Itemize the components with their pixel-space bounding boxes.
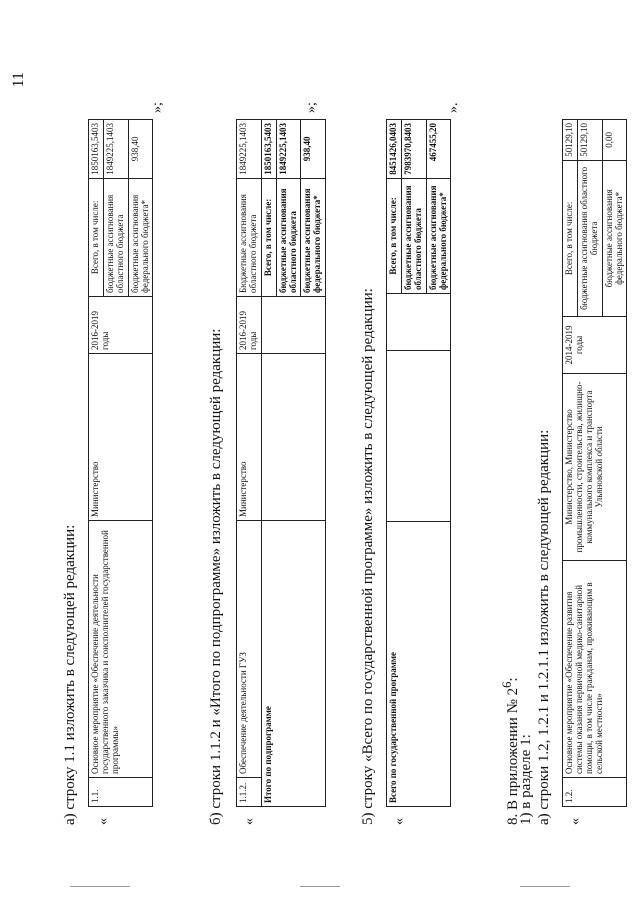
finance-value: 7983970,8403: [401, 120, 426, 179]
row-title: Основное мероприятие «Обеспечение развития системы оказания первичной медико-санитарной помощи, в том числе гражданам, проживающим в сельской местности»: [563, 561, 627, 778]
open-quote: «: [568, 818, 583, 825]
binding-margin-mark: [70, 886, 130, 887]
finance-label: бюджетные ассигнования федерального бюджета*: [426, 178, 451, 293]
close-quote: »;: [304, 102, 319, 113]
row-number: 1.2.: [563, 778, 627, 807]
finance-label: Всего, в том числе:: [261, 178, 276, 296]
close-quote: ».: [446, 102, 461, 113]
finance-label: бюджетные ассигнования федерального бюджета*: [128, 178, 153, 296]
table-row-1-2: [562, 119, 627, 807]
finance-label: бюджетные ассигнования федерального бюджета*: [602, 160, 627, 316]
open-quote: «: [96, 818, 111, 825]
finance-value: 8451426,0403: [387, 120, 402, 179]
finance-label: бюджетные ассигнования областного бюджета: [401, 178, 426, 293]
row-title: Основное мероприятие «Обеспечение деятельности государственного заказчика и соисполнителей государственной программы»: [89, 521, 153, 778]
finance-label: Всего, в том числе:: [387, 178, 402, 293]
row-number: 1.1.: [89, 778, 153, 807]
finance-label: бюджетные ассигнования областного бюджета: [276, 178, 301, 296]
finance-value: 1850163,5403: [261, 120, 276, 179]
finance-label: бюджетные ассигнования федерального бюджета*: [301, 178, 326, 296]
finance-value: 467455,20: [426, 120, 451, 179]
row-executor: Министерство, Министерство промышленности, строительства, жилищно-коммунального комплекса и транспорта Ульяновской области: [563, 374, 627, 561]
binding-margin-mark: [520, 886, 570, 887]
page-number: 11: [10, 72, 27, 88]
finance-value: 50129,10: [563, 120, 578, 161]
finance-label: Всего, в том числе:: [563, 160, 578, 316]
row-executor: Министерство: [89, 354, 153, 521]
finance-value: 1850163,5403: [89, 120, 104, 179]
row-years: 2016-2019 годы: [89, 297, 153, 354]
total-label: Всего по государственной программе: [387, 522, 451, 807]
table-row-1-1-2: [236, 119, 326, 807]
finance-value: 1849225,1403: [103, 120, 128, 179]
section-1-heading: а) строку 1.1 изложить в следующей редакции:: [62, 524, 78, 825]
finance-label: Всего, в том числе:: [89, 178, 104, 296]
binding-margin-mark: [300, 886, 340, 887]
finance-label: бюджетные ассигнования областного бюджета: [577, 160, 602, 316]
row-number: 1.1.2.: [237, 778, 262, 807]
row-title: Обеспечение деятельности ГУЗ: [237, 521, 262, 778]
row-executor: Министерство: [237, 354, 262, 521]
row-years: 2016-2019 годы: [237, 297, 262, 354]
finance-value: 1849225,1403: [276, 120, 301, 179]
open-quote: «: [242, 818, 257, 825]
row-years: 2014-2019 годы: [563, 317, 627, 374]
subtotal-label: Итого по подпрограмме: [261, 521, 325, 807]
table-row-1-1: [88, 119, 153, 807]
section-4-line-2: 1) в разделе 1:: [518, 734, 534, 825]
finance-value: 938,40: [301, 120, 326, 179]
section-4-line-1: 8. В приложении № $2^6$:: [500, 677, 521, 825]
finance-value: 1849225,1403: [237, 120, 262, 179]
open-quote: «: [392, 818, 407, 825]
finance-label: Бюджетные ассигнования областного бюджета: [237, 178, 262, 296]
section-3-heading: 5) строку «Всего по государственной программе» изложить в следующей редакции:: [360, 288, 376, 825]
finance-value: 0,00: [602, 120, 627, 161]
close-quote: »;: [150, 102, 165, 113]
table-total-program: [386, 119, 451, 807]
finance-label: бюджетные ассигнования областного бюджета: [103, 178, 128, 296]
section-2-heading: б) строки 1.1.2 и «Итого по подпрограмме» изложить в следующей редакции:: [208, 328, 224, 825]
section-4-line-3: а) строки 1.2, 1.2.1 и 1.2.1.1 изложить в следующей редакции:: [536, 429, 552, 825]
finance-value: 50129,10: [577, 120, 602, 161]
finance-value: 938,40: [128, 120, 153, 179]
